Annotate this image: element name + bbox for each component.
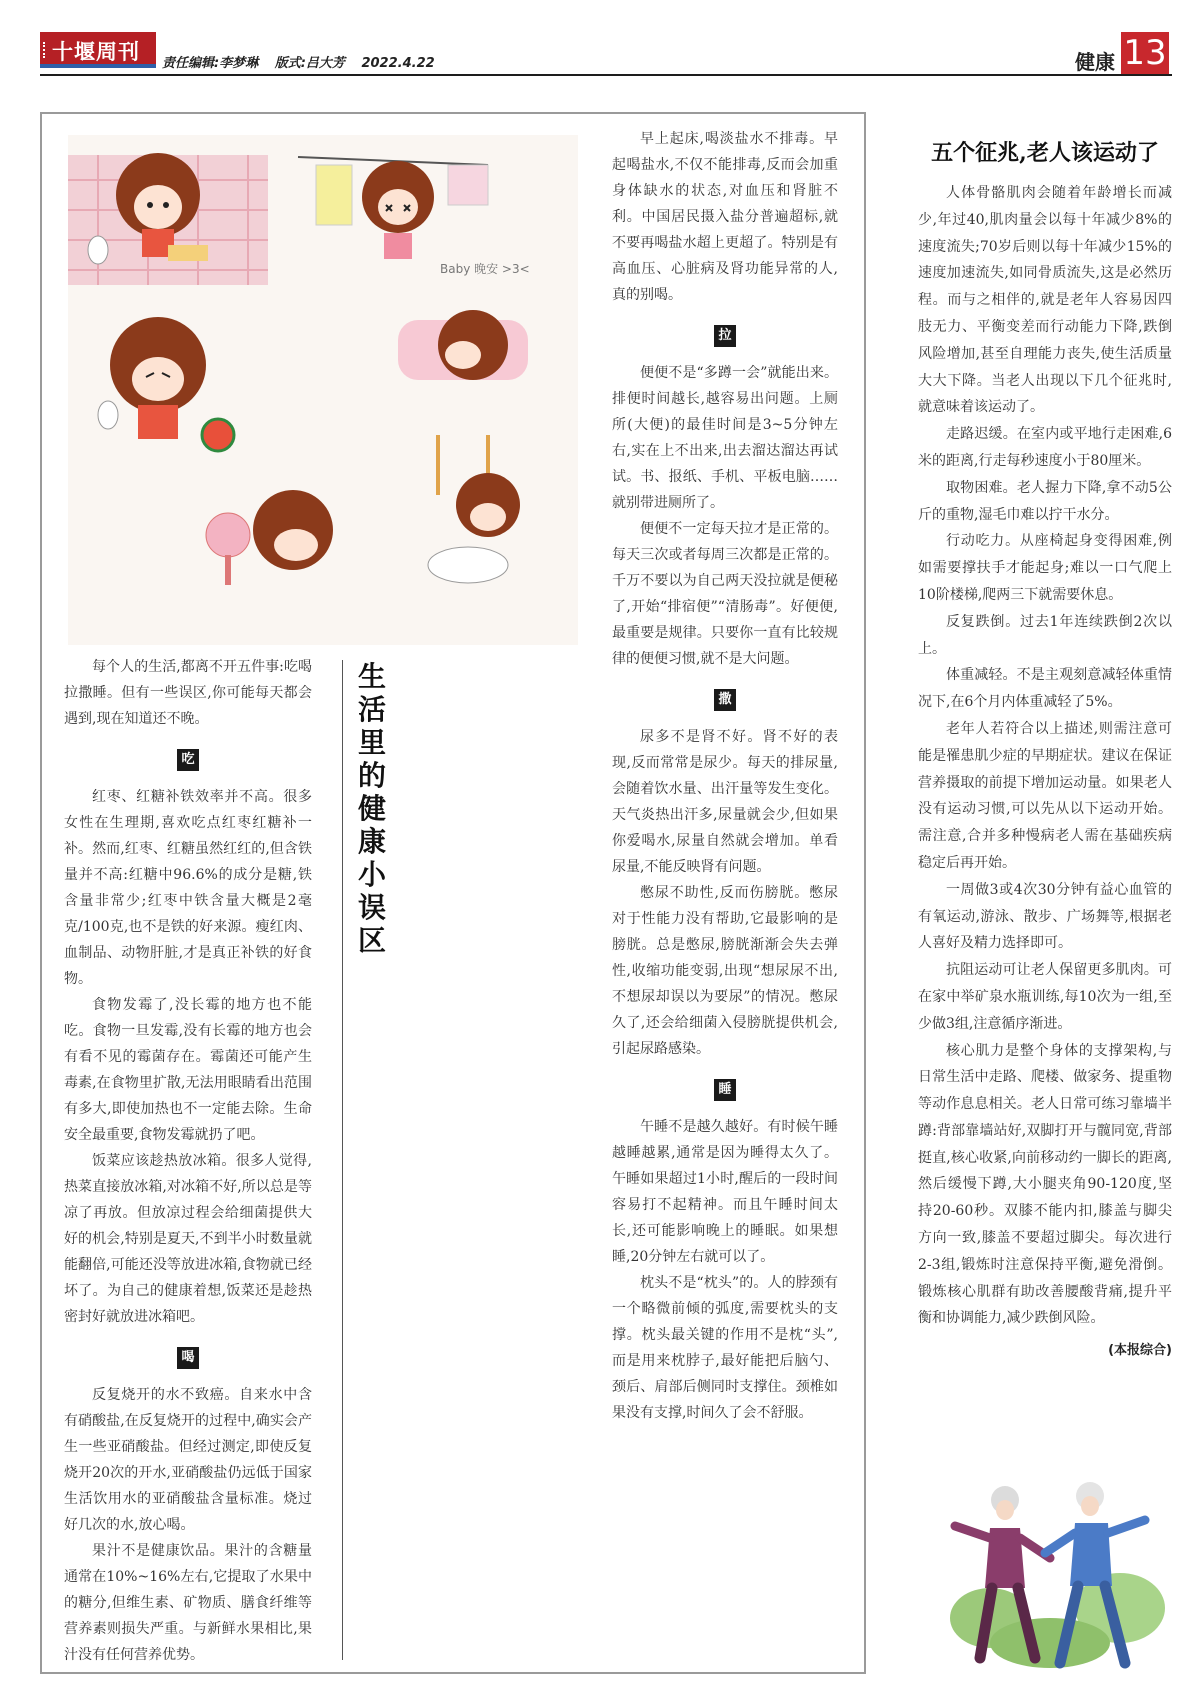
paragraph: 反复跌倒。过去1年连续跌倒2次以上。	[918, 613, 1172, 657]
paragraph: 行动吃力。从座椅起身变得困难,例如需要撑扶手才能起身;难以一口气爬上10阶楼梯,爬两三下就需要休息。	[918, 533, 1172, 603]
paragraph: 午睡不是越久越好。有时候午睡越睡越累,通常是因为睡得太久了。午睡如果超过1小时,醒后的一段时间容易打不起精神。而且午睡时间太长,还可能影响晚上的睡眠。如果想睡,20分钟左右就可以了。	[612, 1119, 838, 1265]
section-badge-drink: 喝	[177, 1347, 199, 1369]
editor-info	[162, 52, 447, 71]
paragraph: 便便不是“多蹲一会”就能出来。排便时间越长,越容易出问题。上厕所(大便)的最佳时间是3~5分钟左右,实在上不出来,出去溜达溜达再试试。书、报纸、手机、平板电脑……就别带进厕所了。	[612, 365, 838, 511]
paragraph: 反复烧开的水不致癌。自来水中含有硝酸盐,在反复烧开的过程中,确实会产生一些亚硝酸盐。但经过测定,即使反复烧开20次的开水,亚硝酸盐仍远低于国家生活饮用水的亚硝酸盐含量标准。烧过好几次的水,放心喝。	[64, 1387, 312, 1533]
towel	[316, 165, 352, 225]
section-name: 健康	[1075, 50, 1115, 74]
paragraph: 红枣、红糖补铁效率并不高。很多女性在生理期,喜欢吃点红枣红糖补一补。然而,红枣、红糖虽然红红的,但含铁量并不高:红糖中96.6%的成分是糖,铁含量非常少;红枣中铁含量大概是2毫克/100克,也不是铁的好来源。瘦红肉、血制品、动物肝脏,才是真正补铁的好食物。	[64, 789, 312, 987]
right-article-title: 五个征兆,老人该运动了	[931, 140, 1159, 166]
paragraph: 一周做3或4次30分钟有益心血管的有氧运动,游泳、散步、广场舞等,根据老人喜好及精力选择即可。	[918, 881, 1172, 952]
article-title: 生活里的健康小误区	[357, 660, 386, 957]
paragraph: 食物发霉了,没长霉的地方也不能吃。食物一旦发霉,没有长霉的地方也会有看不见的霉菌存在。霉菌还可能产生毒素,在食物里扩散,无法用眼睛看出范围有多大,即使加热也不一定能去除。生命安全最重要,食物发霉就扔了吧。	[64, 997, 312, 1143]
paragraph: 尿多不是肾不好。肾不好的表现,反而常常是尿少。每天的排尿量,会随着饮水量、出汗量等发生变化。天气炎热出汗多,尿量就会少,但如果你爱喝水,尿量自然就会增加。单看尿量,不能反映肾有问题。	[612, 729, 838, 875]
issue-date: 2022.4.22	[361, 56, 435, 71]
section-badge-pee: 撒	[714, 689, 736, 711]
paragraph: 老年人若符合以上描述,则需注意可能是罹患肌少症的早期症状。建议在保证营养摄取的前提下增加运动量。如果老人没有运动习惯,可以先从以下运动开始。需注意,合并多种慢病老人需在基础疾病稳定后再开始。	[918, 720, 1172, 871]
page-number: 13	[1121, 32, 1169, 74]
paragraph: 核心肌力是整个身体的支撑架构,与日常生活中走路、爬楼、做家务、提重物等动作息息相关。老人日常可练习靠墙半蹲:背部靠墙站好,双脚打开与髋同宽,背部挺直,核心收紧,向前移动约一脚长的距离,然后缓慢下蹲,大小腿夹角90-120度,坚持20-60秒。双膝不能内扣,膝盖与脚尖方向一致,膝盖不要超过脚尖。每次进行2-3组,锻炼时注意保持平衡,避免滑倒。锻炼核心肌群有助改善腰酸背痛,提升平衡和协调能力,减少跌倒风险。	[918, 1042, 1172, 1327]
illustration-note: Baby 晚安 >3<	[440, 262, 530, 276]
editor-name: 责任编辑:李梦琳	[162, 56, 259, 71]
paragraph: 枕头不是“枕头”的。人的脖颈有一个略微前倾的弧度,需要枕头的支撑。枕头最关键的作用不是枕“头”,而是用来枕脖子,最好能把后脑勺、颈后、肩部后侧同时支撑住。颈椎如果没有支撑,时间久了会不舒服。	[612, 1275, 838, 1421]
article-intro: 每个人的生活,都离不开五件事:吃喝拉撒睡。但有一些误区,你可能每天都会遇到,现在知道还不晚。	[64, 659, 312, 727]
paragraph: 人体骨骼肌肉会随着年龄增长而减少,年过40,肌肉量会以每十年减少8%的速度流失;70岁后则以每十年减少15%的速度加速流失,如同骨质流失,这是必然历程。而与之相伴的,就是老年人容易因四肢无力、平衡变差而行动能力下降,跌倒风险增加,甚至自理能力丧失,使生活质量大大下降。当老人出现以下几个征兆时,就意味着该运动了。	[918, 185, 1172, 416]
article-column-2	[612, 126, 838, 1426]
paragraph: 便便不一定每天拉才是正常的。每天三次或者每周三次都是正常的。千万不要以为自己两天没拉就是便秘了,开始“排宿便”“清肠毒”。好便便,最重要是规律。只要你一直有比较规律的便便习惯,就不是大问题。	[612, 521, 838, 667]
paragraph: 憋尿不助性,反而伤膀胱。憋尿对于性能力没有帮助,它最影响的是膀胱。总是憋尿,膀胱渐渐会失去弹性,收缩功能变弱,出现“想尿尿不出,不想尿却误以为要尿”的情况。憋尿久了,还会给细菌入侵膀胱提供机会,引起尿路感染。	[612, 885, 838, 1057]
article-credit: (本报综合)	[1108, 1343, 1172, 1359]
masthead-title: 十堰周刊	[52, 39, 140, 64]
header-rule	[40, 74, 1172, 76]
paragraph: 体重减轻。不是主观刻意减轻体重情况下,在6个月内体重减轻了5%。	[918, 667, 1172, 711]
section-badge-eat: 吃	[177, 749, 199, 771]
masthead-logo	[40, 32, 156, 68]
paragraph: 饭菜应该趁热放冰箱。很多人觉得,热菜直接放冰箱,对冰箱不好,所以总是等凉了再放。但放凉过程会给细菌提供大好的机会,特别是夏天,不到半小时数量就能翻倍,可能还没等放进冰箱,食物就已经坏了。为自己的健康着想,饭菜还是趁热密封好就放进冰箱吧。	[64, 1153, 312, 1325]
paragraph: 抗阻运动可让老人保留更多肌肉。可在家中举矿泉水瓶训练,每10次为一组,至少做3组,注意循序渐进。	[918, 962, 1172, 1032]
section-badge-poop: 拉	[714, 325, 736, 347]
article-column-1	[64, 654, 312, 1668]
paragraph: 早上起床,喝淡盐水不排毒。早起喝盐水,不仅不能排毒,反而会加重身体缺水的状态,对血压和肾脏不利。中国居民摄入盐分普遍超标,就不要再喝盐水超上更超了。特别是有高血压、心脏病及肾功能异常的人,真的别喝。	[612, 131, 838, 303]
section-badge-sleep: 睡	[714, 1079, 736, 1101]
paragraph: 取物困难。老人握力下降,拿不动5公斤的重物,湿毛巾难以拧干水分。	[918, 479, 1172, 523]
paragraph: 走路迟缓。在室内或平地行走困难,6米的距离,行走每秒速度小于80厘米。	[918, 426, 1172, 469]
right-article-body	[918, 180, 1172, 1365]
column-divider	[342, 660, 343, 1660]
cartoon-illustration	[68, 135, 578, 645]
logo-stripe	[40, 64, 156, 68]
logo-dots	[43, 42, 48, 58]
elderly-taichi-illustration	[930, 1468, 1170, 1683]
paragraph: 果汁不是健康饮品。果汁的含糖量通常在10%~16%左右,它提取了水果中的糖分,但维生素、矿物质、膳食纤维等营养素则损失严重。与新鲜水果相比,果汁没有任何营养优势。	[64, 1543, 312, 1663]
layout-name: 版式:吕大芳	[274, 56, 345, 71]
